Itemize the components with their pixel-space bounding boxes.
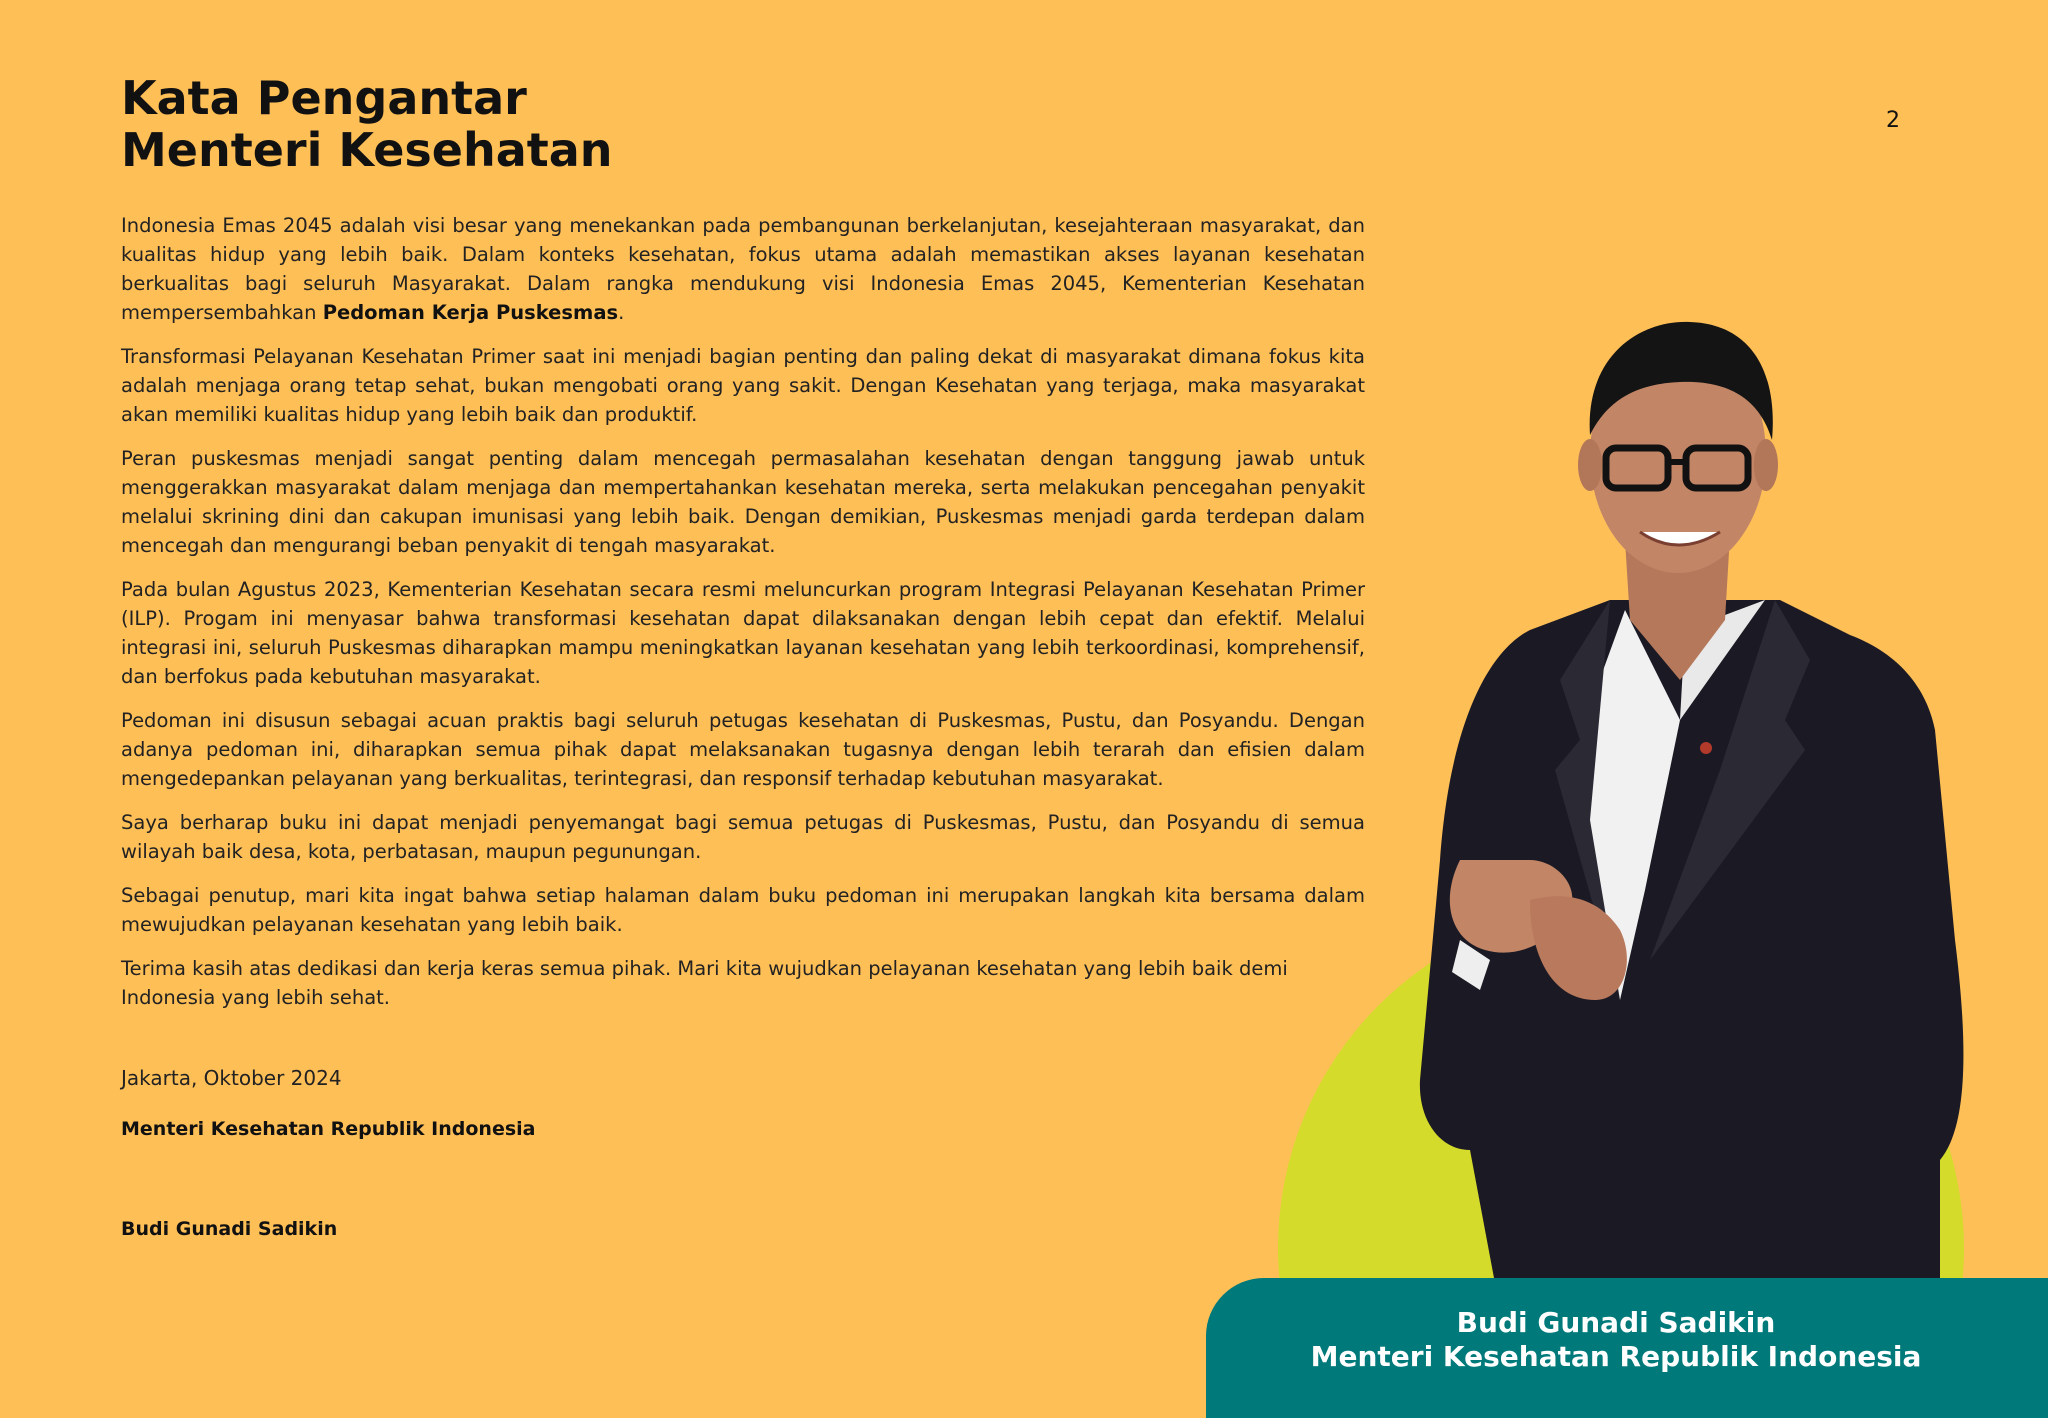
paragraph-4: Pada bulan Agustus 2023, Kementerian Kesehatan secara resmi meluncurkan program Integrasi Pelayanan Kesehatan Primer (ILP). Progam ini menyasar bahwa transformasi kesehatan dapat dilaksanakan dengan lebih cepat dan efektif. Melalui integrasi ini, seluruh Puskesmas diharapkan mampu meningkatkan layanan kesehatan yang lebih terkoordinasi, komprehensif, dan berfokus pada kebutuhan masyarakat. [121, 578, 1365, 688]
caption-role: Menteri Kesehatan Republik Indonesia [1310, 1340, 1922, 1373]
caption-name: Budi Gunadi Sadikin [1456, 1306, 1776, 1339]
signature-name: Budi Gunadi Sadikin [121, 1218, 338, 1240]
paragraph-3: Peran puskesmas menjadi sangat penting dalam mencegah permasalahan kesehatan dengan tanggung jawab untuk menggerakkan masyarakat dalam menjaga dan mempertahankan kesehatan mereka, serta melakukan pencegahan penyakit melalui skrining dini dan cakupan imunisasi yang lebih baik. Dengan demikian, Puskesmas menjadi garda terdepan dalam mencegah dan mengurangi beban penyakit di tengah masyarakat. [121, 447, 1365, 557]
paragraph-5: Pedoman ini disusun sebagai acuan praktis bagi seluruh petugas kesehatan di Puskesmas, Pustu, dan Posyandu. Dengan adanya pedoman ini, diharapkan semua pihak dapat melaksanakan tugasnya dengan lebih terarah dan efisien dalam mengedepankan pelayanan yang berkualitas, terintegrasi, dan responsif terhadap kebutuhan masyarakat. [121, 709, 1365, 790]
page-number: 2 [1886, 108, 1900, 133]
paragraph-1-end: . [618, 301, 625, 324]
foreword-body [121, 211, 1365, 1027]
paragraph-1-text: Indonesia Emas 2045 adalah visi besar yang menekankan pada pembangunan berkelanjutan, kesejahteraan masyarakat, dan kualitas hidup yang lebih baik. Dalam konteks kesehatan, fokus utama adalah memastikan akses layanan kesehatan berkualitas bagi seluruh Masyarakat. Dalam rangka mendukung visi Indonesia Emas 2045, Kementerian Kesehatan mempersembahkan [121, 214, 1365, 324]
signature-title: Menteri Kesehatan Republik Indonesia [121, 1118, 536, 1140]
guidebook-title: Pedoman Kerja Puskesmas [322, 301, 619, 324]
paragraph-7: Sebagai penutup, mari kita ingat bahwa setiap halaman dalam buku pedoman ini merupakan langkah kita bersama dalam mewujudkan pelayanan kesehatan yang lebih baik. [121, 884, 1365, 936]
portrait-caption [1206, 1306, 2026, 1374]
page-title [121, 72, 613, 176]
paragraph-6: Saya berharap buku ini dapat menjadi penyemangat bagi semua petugas di Puskesmas, Pustu, dan Posyandu di semua wilayah baik desa, kota, perbatasan, maupun pegunungan. [121, 811, 1365, 863]
minister-portrait [1380, 300, 1980, 1310]
paragraph-8: Terima kasih atas dedikasi dan kerja keras semua pihak. Mari kita wujudkan pelayanan kesehatan yang lebih baik demi Indonesia yang lebih sehat. [121, 957, 1288, 1009]
place-date: Jakarta, Oktober 2024 [121, 1066, 342, 1090]
paragraph-2: Transformasi Pelayanan Kesehatan Primer saat ini menjadi bagian penting dan paling dekat di masyarakat dimana fokus kita adalah menjaga orang tetap sehat, bukan mengobati orang yang sakit. Dengan Kesehatan yang terjaga, maka masyarakat akan memiliki kualitas hidup yang lebih baik dan produktif. [121, 345, 1365, 426]
paragraph-1 [121, 211, 1365, 327]
page-title-line-1: Kata Pengantar [121, 71, 527, 125]
page-title-line-2: Menteri Kesehatan [121, 123, 613, 177]
